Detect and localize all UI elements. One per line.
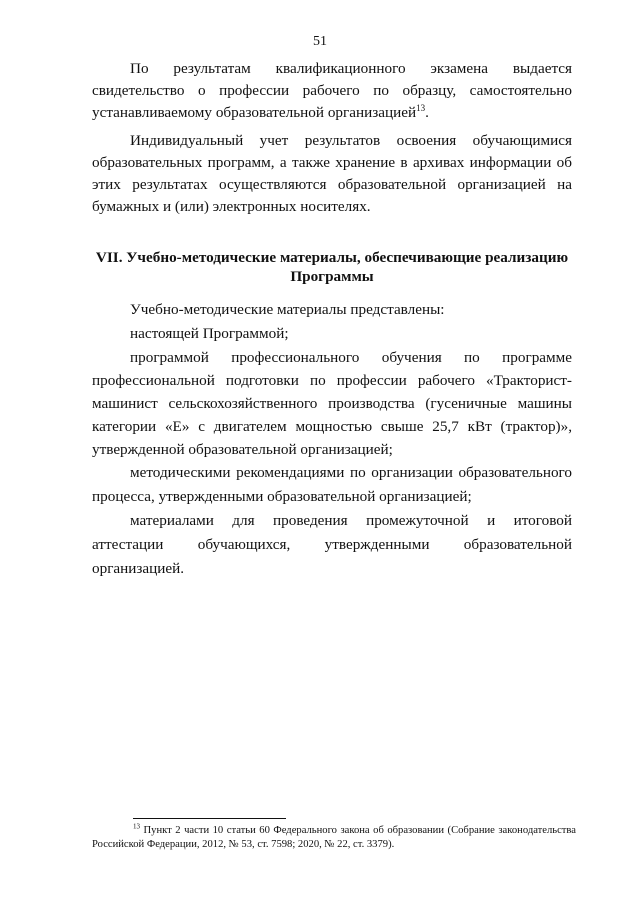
paragraph-training-program: программой профессионального обучения по программе профессиональной подготовки по профессии рабочего «Тракторист-машинист сельскохозяйственного производства (гусеничные машины категории «Е» с двигателем мощностью свыше 25,7 кВт (трактор)», утвержденной образовательной организацией; bbox=[92, 349, 572, 458]
section-heading-line1: VII. Учебно-методические материалы, обеспечивающие реализацию bbox=[95, 249, 569, 266]
paragraph-this-program: настоящей Программой; bbox=[130, 325, 289, 342]
footnote-separator bbox=[133, 818, 286, 819]
page-number: 51 bbox=[313, 34, 327, 49]
footnote-marker: 13 bbox=[133, 822, 140, 831]
footnote-text: Пункт 2 части 10 статьи 60 Федерального закона об образовании (Собрание законодательства Российской Федерации, 2012, № 53, ст. 7598; 2020, № 22, ст. 3379). bbox=[92, 825, 576, 850]
paragraph-materials-intro: Учебно-методические материалы представлены: bbox=[130, 301, 445, 318]
section-heading bbox=[92, 248, 572, 286]
paragraph-attestation-materials: материалами для проведения промежуточной и итоговой аттестации обучающихся, утвержденными образовательной организацией. bbox=[92, 512, 572, 577]
top-paragraphs bbox=[92, 58, 572, 218]
section-heading-line2: Программы bbox=[290, 268, 374, 285]
paragraph-end: . bbox=[425, 104, 429, 121]
paragraph-records: Индивидуальный учет результатов освоения обучающимися образовательных программ, а также хранение в архивах информации об этих результатах осуществляются образовательной организацией на бумажных и (или) электронных носителях. bbox=[92, 132, 572, 215]
footnote-reference: 13 bbox=[416, 102, 426, 113]
paragraph-exam-certificate bbox=[92, 58, 572, 124]
paragraph-methodical-recommendations: методическими рекомендациями по организации образовательного процесса, утвержденными образовательной организацией; bbox=[92, 464, 572, 505]
paragraph-text: По результатам квалификационного экзамена выдается свидетельство о профессии рабочего по образцу, самостоятельно устанавливаемому образовательной организацией bbox=[92, 60, 572, 121]
footnote bbox=[92, 824, 576, 852]
section-paragraphs bbox=[92, 298, 572, 581]
